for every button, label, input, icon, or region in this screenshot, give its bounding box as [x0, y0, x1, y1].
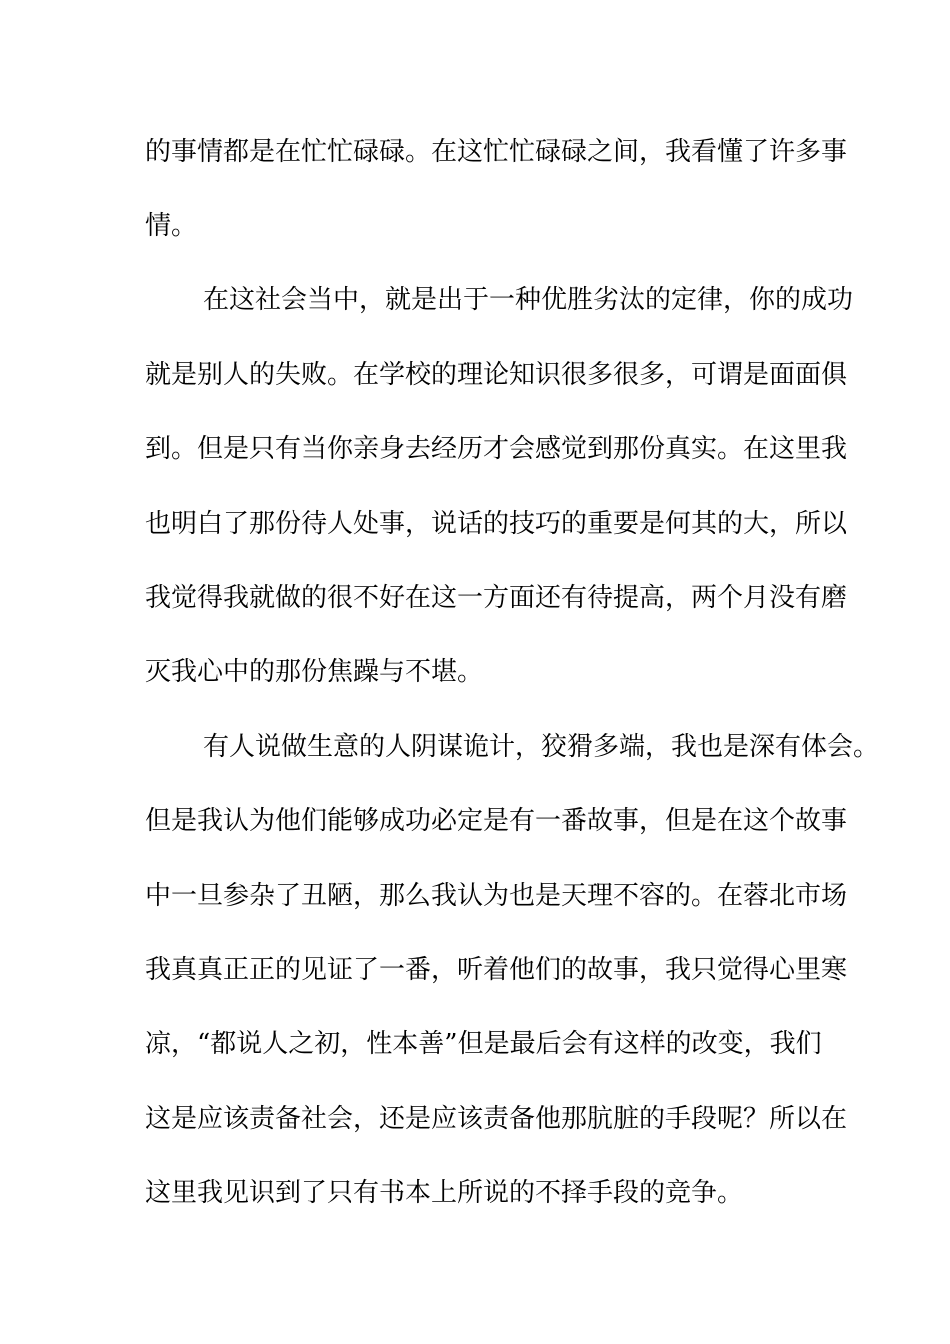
- text-line: 情。: [145, 211, 198, 241]
- text-line: 中一旦参杂了丑陋，那么我认为也是天理不容的。在蓉北市场: [145, 881, 848, 911]
- text-line: 这是应该责备社会，还是应该责备他那肮脏的手段呢？所以在: [145, 1104, 848, 1134]
- text-line: 也明白了那份待人处事，说话的技巧的重要是何其的大，所以: [145, 509, 848, 539]
- text-line: 就是别人的失败。在学校的理论知识很多很多，可谓是面面俱: [145, 360, 848, 390]
- text-line: 但是我认为他们能够成功必定是有一番故事，但是在这个故事: [145, 806, 848, 836]
- text-line: 灭我心中的那份焦躁与不堪。: [145, 657, 484, 687]
- paragraph-start-line: 有人说做生意的人阴谋诡计，狡猾多端，我也是深有体会。: [203, 732, 880, 762]
- text-line: 到。但是只有当你亲身去经历才会感觉到那份真实。在这里我: [145, 434, 848, 464]
- paragraph-start-line: 在这社会当中，就是出于一种优胜劣汰的定律，你的成功: [203, 285, 854, 315]
- text-line: 凉，“都说人之初，性本善”但是最后会有这样的改变，我们: [145, 1029, 822, 1059]
- text-line: 我真真正正的见证了一番，听着他们的故事，我只觉得心里寒: [145, 955, 848, 985]
- text-line: 我觉得我就做的很不好在这一方面还有待提高，两个月没有磨: [145, 583, 848, 613]
- text-line: 这里我见识到了只有书本上所说的不择手段的竞争。: [145, 1178, 744, 1208]
- text-line: 的事情都是在忙忙碌碌。在这忙忙碌碌之间，我看懂了许多事: [145, 137, 848, 167]
